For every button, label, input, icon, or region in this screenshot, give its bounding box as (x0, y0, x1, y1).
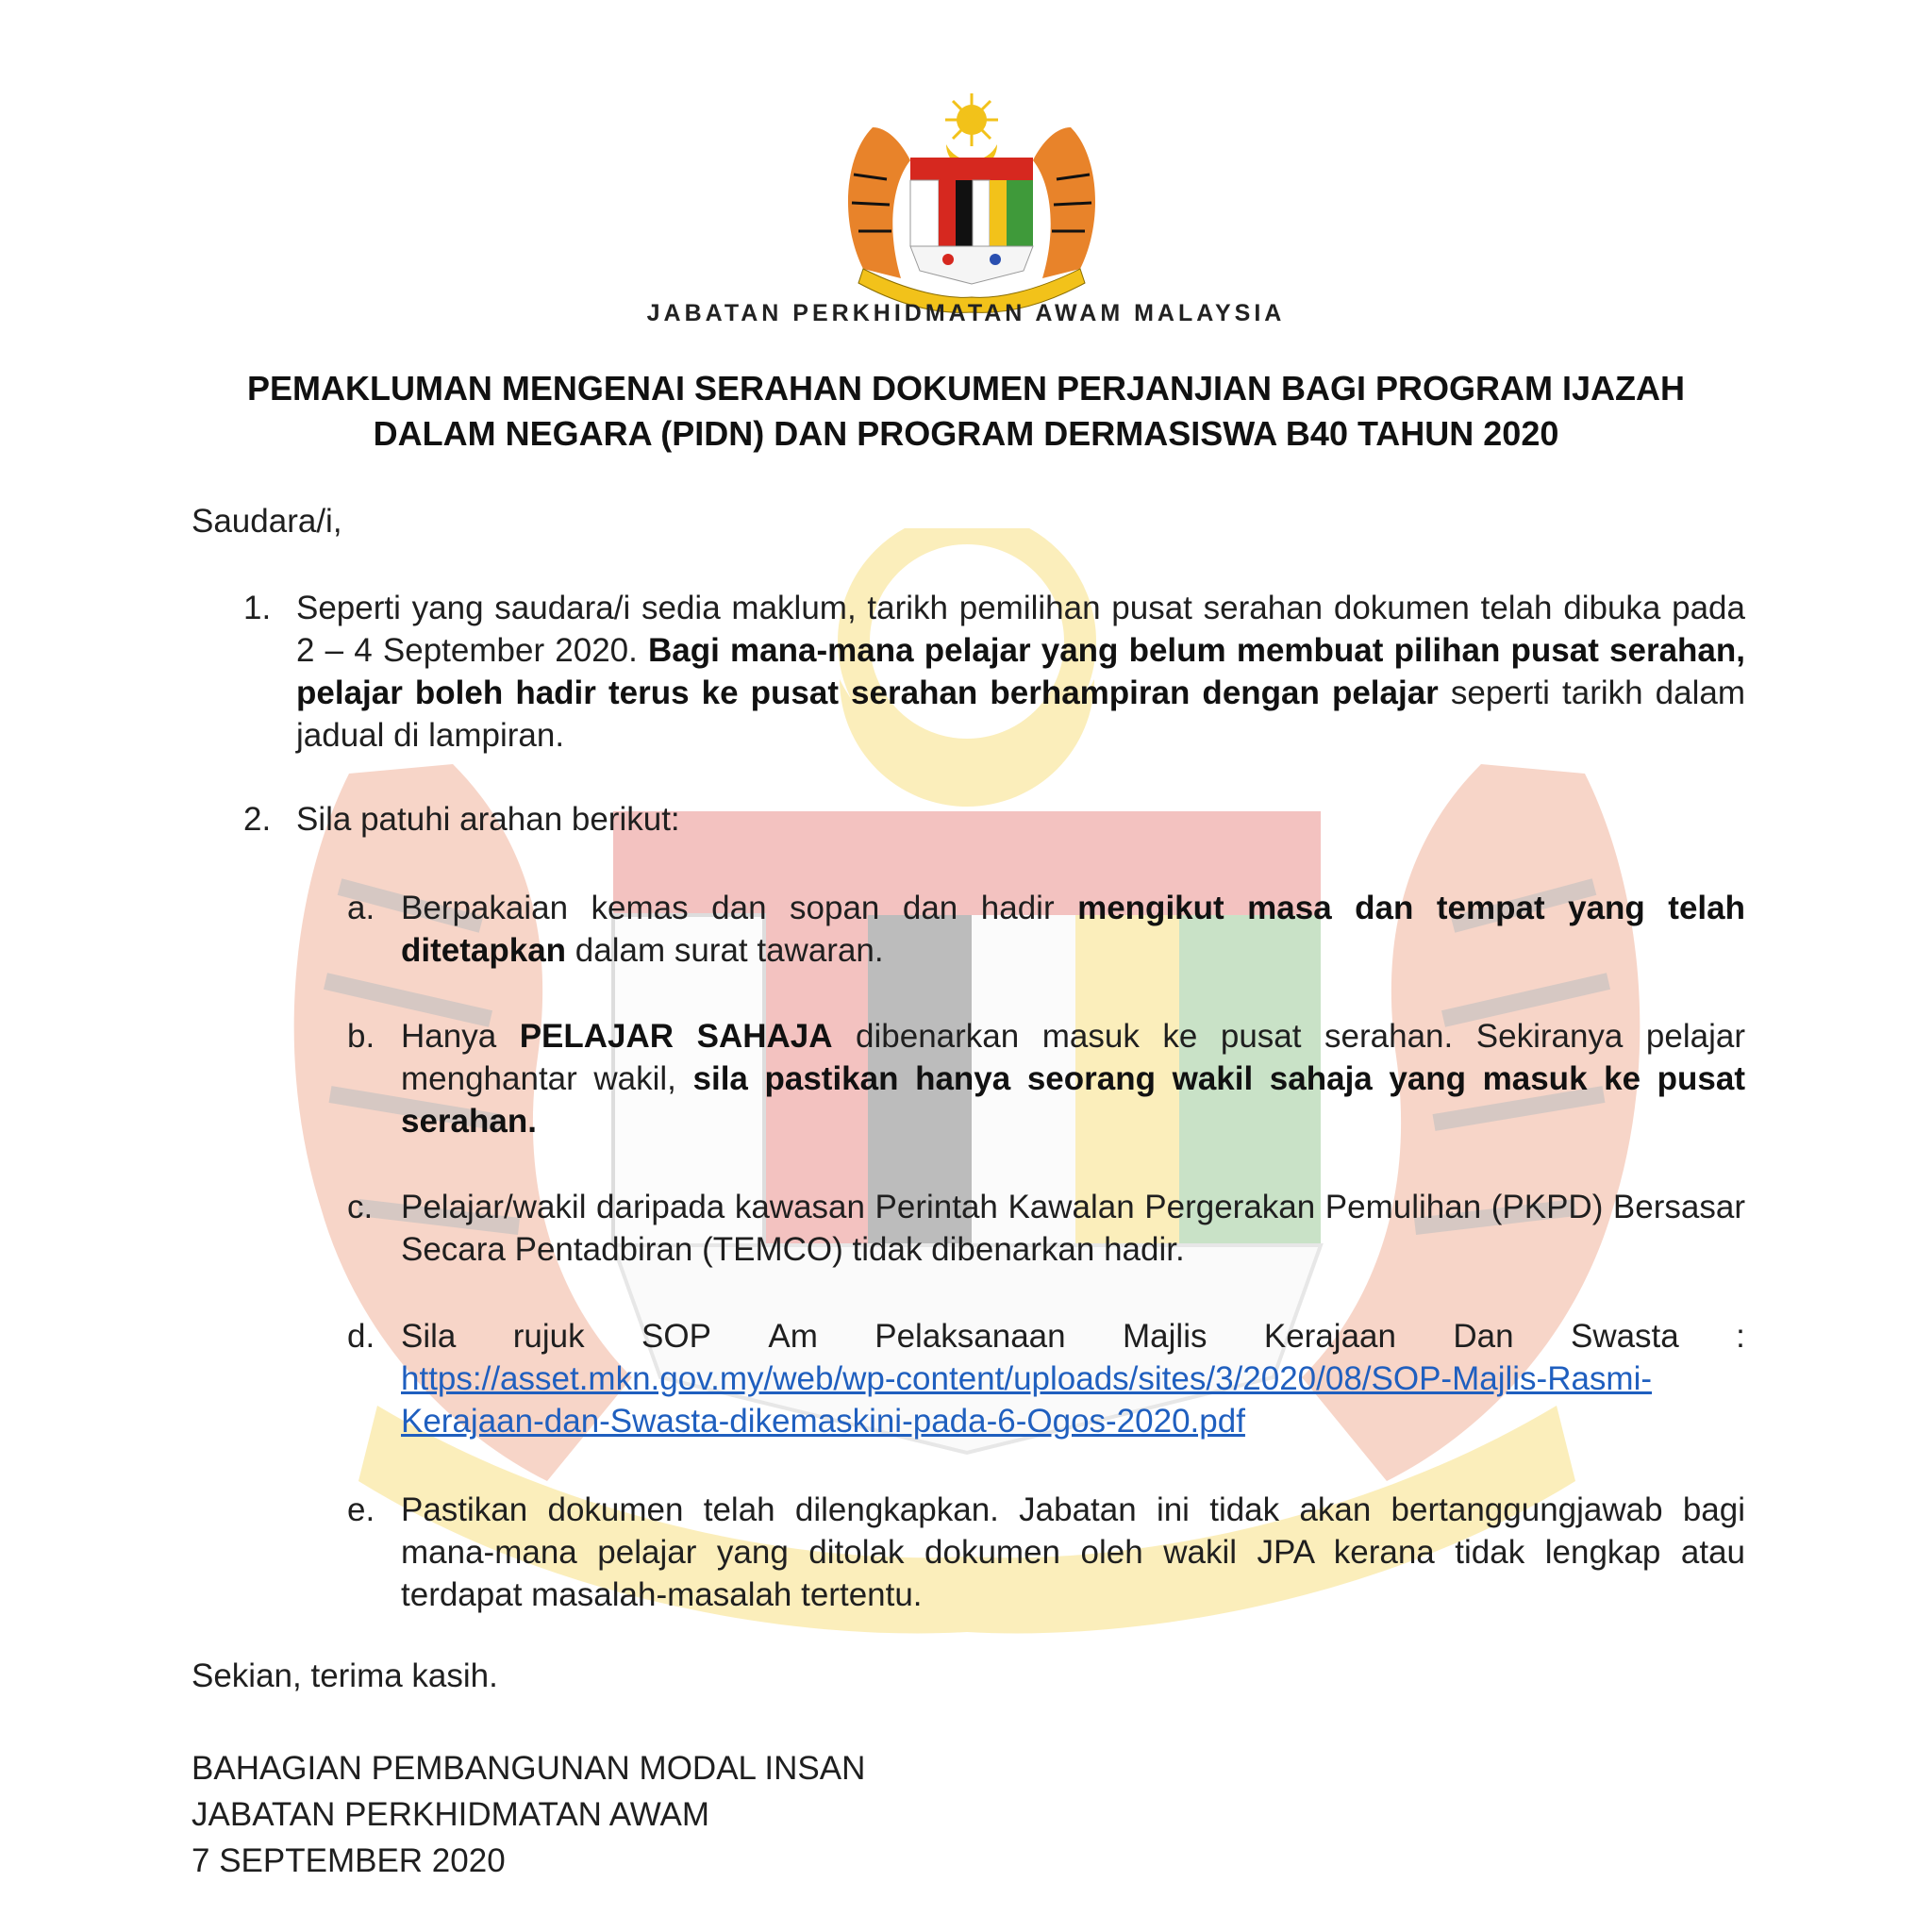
instruction-a-bold: mengikut masa dan tempat yang telah ditetapkan (401, 890, 1745, 969)
title-line-2: DALAM NEGARA (PIDN) DAN PROGRAM DERMASISWA B40 TAHUN 2020 (373, 414, 1559, 453)
paragraph-1-text-b: seperti tarikh dalam jadual di lampiran. (296, 675, 1746, 754)
instruction-b-text-a: Hanya (401, 1018, 520, 1055)
instruction-e-label: e. (347, 1491, 375, 1528)
greeting: Saudara/i, (192, 503, 342, 540)
instruction-a-text-a: Berpakaian kemas dan sopan dan hadir (401, 890, 1078, 926)
sop-document-link[interactable]: https://asset.mkn.gov.my/web/wp-content/uploads/sites/3/2020/08/SOP-Majlis-Rasmi-Kerajaan-dan-Swasta-dikemaskini-pada-6-Ogos-2020.pdf (401, 1360, 1653, 1440)
signature-line-2: JABATAN PERKHIDMATAN AWAM (192, 1796, 710, 1833)
paragraph-1-text (296, 587, 1745, 757)
agency-name: JABATAN PERKHIDMATAN AWAM MALAYSIA (646, 300, 1286, 326)
instruction-a-label: a. (347, 890, 375, 926)
paragraph-1-number: 1. (243, 590, 272, 626)
instruction-c-label: c. (347, 1189, 374, 1225)
instruction-d-word-1: Sila (401, 1318, 457, 1355)
paragraph-1-text-a: Seperti yang saudara/i sedia maklum, tarikh pemilihan pusat serahan dokumen telah dibuka pada 2 – 4 September 2020. (296, 590, 1745, 669)
instruction-d-word-7: Kerajaan (1263, 1318, 1396, 1355)
signature-date: 7 SEPTEMBER 2020 (192, 1842, 506, 1879)
document-title (142, 366, 1790, 457)
paragraph-2-text: Sila patuhi arahan berikut: (296, 801, 680, 838)
title-line-1: PEMAKLUMAN MENGENAI SERAHAN DOKUMEN PERJANJIAN BAGI PROGRAM IJAZAH (246, 369, 1686, 408)
signature-block (192, 1745, 865, 1884)
instruction-d-word-4: Am (768, 1318, 818, 1355)
instruction-b-bold-1: PELAJAR SAHAJA (519, 1018, 833, 1055)
paragraph-2-number: 2. (243, 801, 272, 838)
instruction-d-text (401, 1315, 1745, 1442)
instruction-d-word-5: Pelaksanaan (874, 1318, 1066, 1355)
signature-line-1: BAHAGIAN PEMBANGUNAN MODAL INSAN (192, 1750, 866, 1787)
instruction-a-text-b: dalam surat tawaran. (566, 932, 884, 969)
instruction-b-bold-2: sila pastikan hanya seorang wakil sahaja yang masuk ke pusat serahan. (401, 1060, 1745, 1140)
instruction-d-word-3: SOP (641, 1318, 711, 1355)
instruction-d-word-9: Swasta (1570, 1318, 1679, 1355)
instruction-d-word-8: Dan (1453, 1318, 1514, 1355)
instruction-b-label: b. (347, 1018, 375, 1055)
instruction-b-text-b: dibenarkan masuk ke pusat serahan. Sekiranya pelajar menghantar wakil, (401, 1018, 1745, 1097)
instruction-b-text (401, 1015, 1745, 1142)
instruction-e-text: Pastikan dokumen telah dilengkapkan. Jabatan ini tidak akan bertanggungjawab bagi mana-mana pelajar yang ditolak dokumen oleh wakil JPA kerana tidak lengkap atau terdapat masalah-masalah tertentu. (401, 1491, 1745, 1613)
instruction-d-colon: : (1736, 1318, 1745, 1355)
instruction-d-first-line (401, 1315, 1745, 1357)
coat-of-arms-logo (835, 90, 1108, 316)
instruction-d-word-2: rujuk (512, 1318, 585, 1355)
instruction-c-text: Pelajar/wakil daripada kawasan Perintah Kawalan Pergerakan Pemulihan (PKPD) Bersasar Secara Pentadbiran (TEMCO) tidak dibenarkan hadir. (401, 1189, 1745, 1268)
instruction-d-word-6: Majlis (1123, 1318, 1208, 1355)
paragraph-1-bold: Bagi mana-mana pelajar yang belum membuat pilihan pusat serahan, pelajar boleh hadir terus ke pusat serahan berhampiran dengan pelajar (296, 632, 1745, 711)
instruction-d-label: d. (347, 1318, 375, 1355)
instruction-a-text (401, 887, 1745, 972)
instruction-d-link-line (401, 1357, 1745, 1442)
closing-line: Sekian, terima kasih. (192, 1657, 498, 1694)
